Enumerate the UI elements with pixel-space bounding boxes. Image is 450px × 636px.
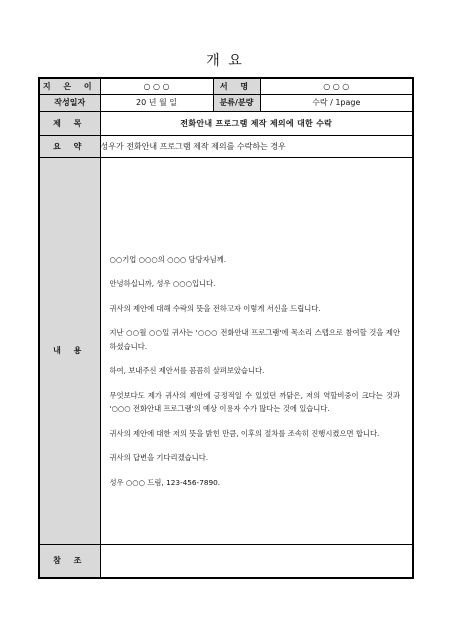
author-row xyxy=(39,78,413,94)
signature-value: ○ ○ ○ xyxy=(260,78,413,94)
letter-paragraph: 지난 ○○월 ○○일 귀사는 '○○○ 전화안내 프로그램'에 목소리 스텝으로 참여할 것을 제안하셨습니다. xyxy=(109,328,400,351)
date-row xyxy=(39,94,413,111)
summary-label: 요 약 xyxy=(39,135,100,157)
content-body xyxy=(100,157,413,544)
category-label: 분류/분량 xyxy=(213,94,260,111)
letter-paragraph: 성우 ○○○ 드림, 123-456-7890. xyxy=(109,477,221,487)
author-label: 지 은 이 xyxy=(39,78,100,94)
subject-value: 전화안내 프로그램 제작 제의에 대한 수락 xyxy=(100,111,413,135)
subject-label: 제 목 xyxy=(39,111,100,135)
content-label: 내 용 xyxy=(39,157,100,544)
letter-paragraph: 하여, 보내주신 제안서를 꼼꼼히 살펴보았습니다. xyxy=(109,366,265,376)
document-title: 개 요 xyxy=(206,53,244,69)
overview-form-table xyxy=(38,77,414,579)
reference-label: 참 조 xyxy=(39,544,100,578)
subject-row xyxy=(39,111,413,135)
author-value: ○ ○ ○ xyxy=(100,78,213,94)
reference-value xyxy=(100,544,413,578)
letter-paragraph: 귀사의 제안에 대한 저의 뜻을 밝힌 만큼, 이후의 절차를 조속히 진행시켰으면 합니다. xyxy=(109,428,380,438)
letter-paragraph: ○○기업 ○○○의 ○○○ 담당자님께. xyxy=(109,254,227,264)
category-value: 수락 / 1page xyxy=(260,94,413,111)
letter-paragraph: 안녕하십니까, 성우 ○○○입니다. xyxy=(109,279,216,289)
date-value: 20 년 월 일 xyxy=(100,94,213,111)
reference-row xyxy=(39,544,413,578)
letter-text xyxy=(101,201,413,490)
letter-paragraph: 귀사의 제안에 대해 수락의 뜻을 전하고자 이렇게 서신을 드립니다. xyxy=(109,303,321,313)
date-label: 작성일자 xyxy=(39,94,100,111)
letter-paragraph: 귀사의 답변을 기다리겠습니다. xyxy=(109,453,209,463)
summary-row xyxy=(39,135,413,157)
content-row xyxy=(39,157,413,544)
summary-value: 성우가 전화안내 프로그램 제작 제의를 수락하는 경우 xyxy=(100,135,413,157)
letter-paragraph: 무엇보다도 제가 귀사의 제안에 긍정적일 수 있었던 까닭은, 저의 역할비중이 크다는 것과 '○○○ 전화안내 프로그램'의 예상 이용자 수가 많다는 것에 있습니다. xyxy=(109,390,400,414)
signature-label: 서 명 xyxy=(213,78,260,94)
